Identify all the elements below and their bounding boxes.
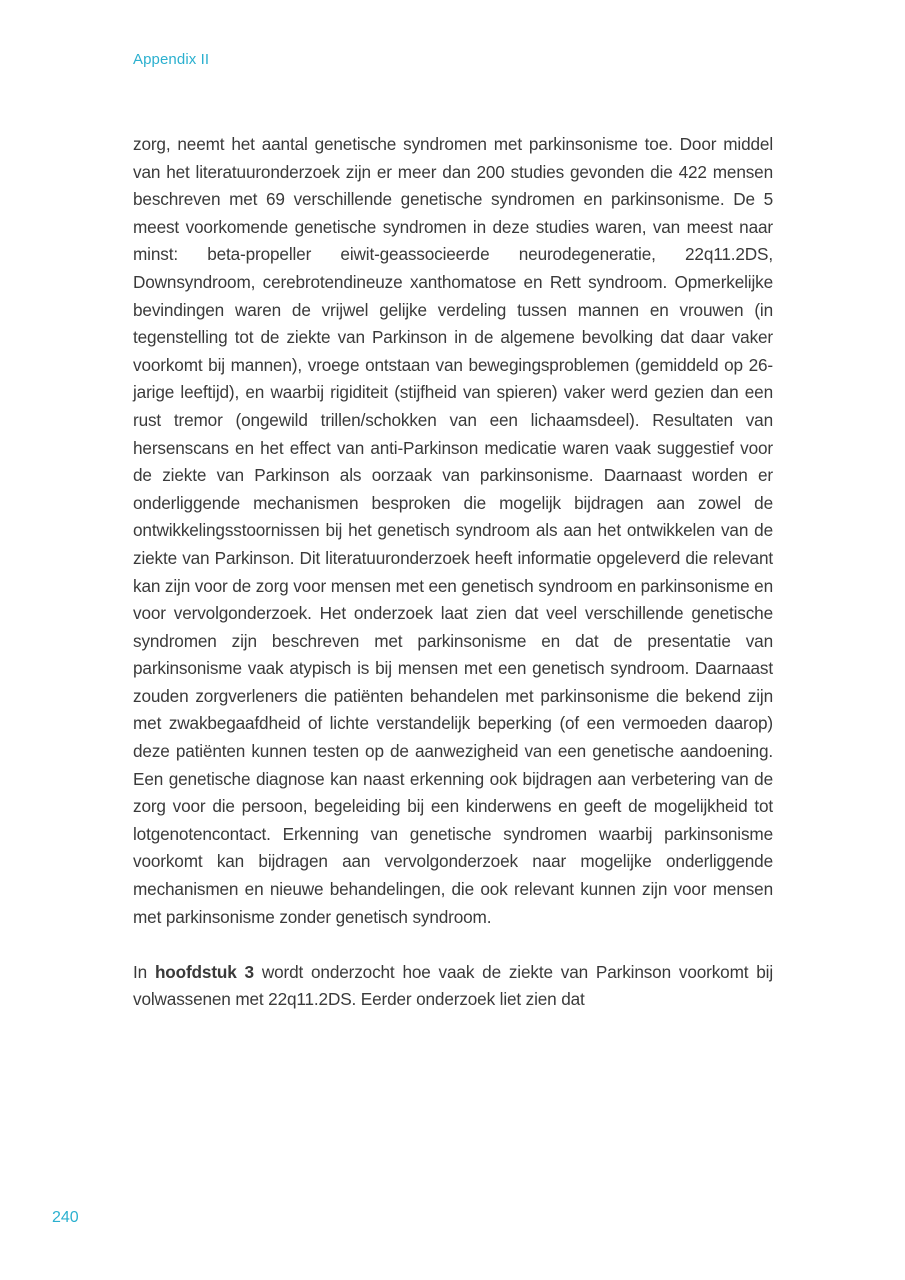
chapter-reference: hoofdstuk 3	[154, 961, 254, 982]
paragraph-2-prefix: In	[133, 961, 155, 982]
paragraph-2-text: wordt onderzocht hoe vaak de ziekte van Parkinson voorkomt bij volwassenen met 22q11.2DS. Eerder onderzoek liet zien dat	[133, 961, 773, 1010]
paragraph-2	[133, 959, 773, 1014]
body-text	[133, 131, 773, 1014]
running-header-section: Appendix II	[133, 51, 210, 68]
paragraph-1: zorg, neemt het aantal genetische syndromen met parkinsonisme toe. Door middel van het literatuuronderzoek zijn er meer dan 200 studies gevonden die 422 mensen beschreven met 69 verschillende genetische syndromen en parkinsonisme. De 5 meest voorkomende genetische syndromen in deze studies waren, van meest naar minst: beta-propeller eiwit-geassocieerde neurodegeneratie, 22q11.2DS, Downsyndroom, cerebrotendineuze xanthomatose en Rett syndroom. Opmerkelijke bevindingen waren de vrijwel gelijke verdeling tussen mannen en vrouwen (in tegenstelling tot de ziekte van Parkinson in de algemene bevolking dat daar vaker voorkomt bij mannen), vroege ontstaan van bewegingsproblemen (gemiddeld op 26-jarige leeftijd), en waarbij rigiditeit (stijfheid van spieren) vaker werd gezien dan een rust tremor (ongewild trillen/schokken van een lichaamsdeel). Resultaten van hersenscans en het effect van anti-Parkinson medicatie waren vaak suggestief voor de ziekte van Parkinson als oorzaak van parkinsonisme. Daarnaast worden er onderliggende mechanismen besproken die mogelijk bijdragen aan zowel de ontwikkelingsstoornissen bij het genetisch syndroom als aan het ontwikkelen van de ziekte van Parkinson. Dit literatuuronderzoek heeft informatie opgeleverd die relevant kan zijn voor de zorg voor mensen met een genetisch syndroom en parkinsonisme en voor vervolgonderzoek. Het onderzoek laat zien dat veel verschillende genetische syndromen zijn beschreven met parkinsonisme en dat de presentatie van parkinsonisme vaak atypisch is bij mensen met een genetisch syndroom. Daarnaast zouden zorgverleners die patiënten behandelen met parkinsonisme die bekend zijn met zwakbegaafdheid of lichte verstandelijk beperking (of een vermoeden daarop) deze patiënten kunnen testen op de aanwezigheid van een genetische aandoening. Een genetische diagnose kan naast erkenning ook bijdragen aan verbetering van de zorg voor die persoon, begeleiding bij een kinderwens en geeft de mogelijkheid tot lotgenotencontact. Erkenning van genetische syndromen waarbij parkinsonisme voorkomt kan bijdragen aan vervolgonderzoek naar mogelijke onderliggende mechanismen en nieuwe behandelingen, die ook relevant kunnen zijn voor mensen met parkinsonisme zonder genetisch syndroom.	[133, 134, 773, 927]
page-number: 240	[52, 1209, 79, 1226]
